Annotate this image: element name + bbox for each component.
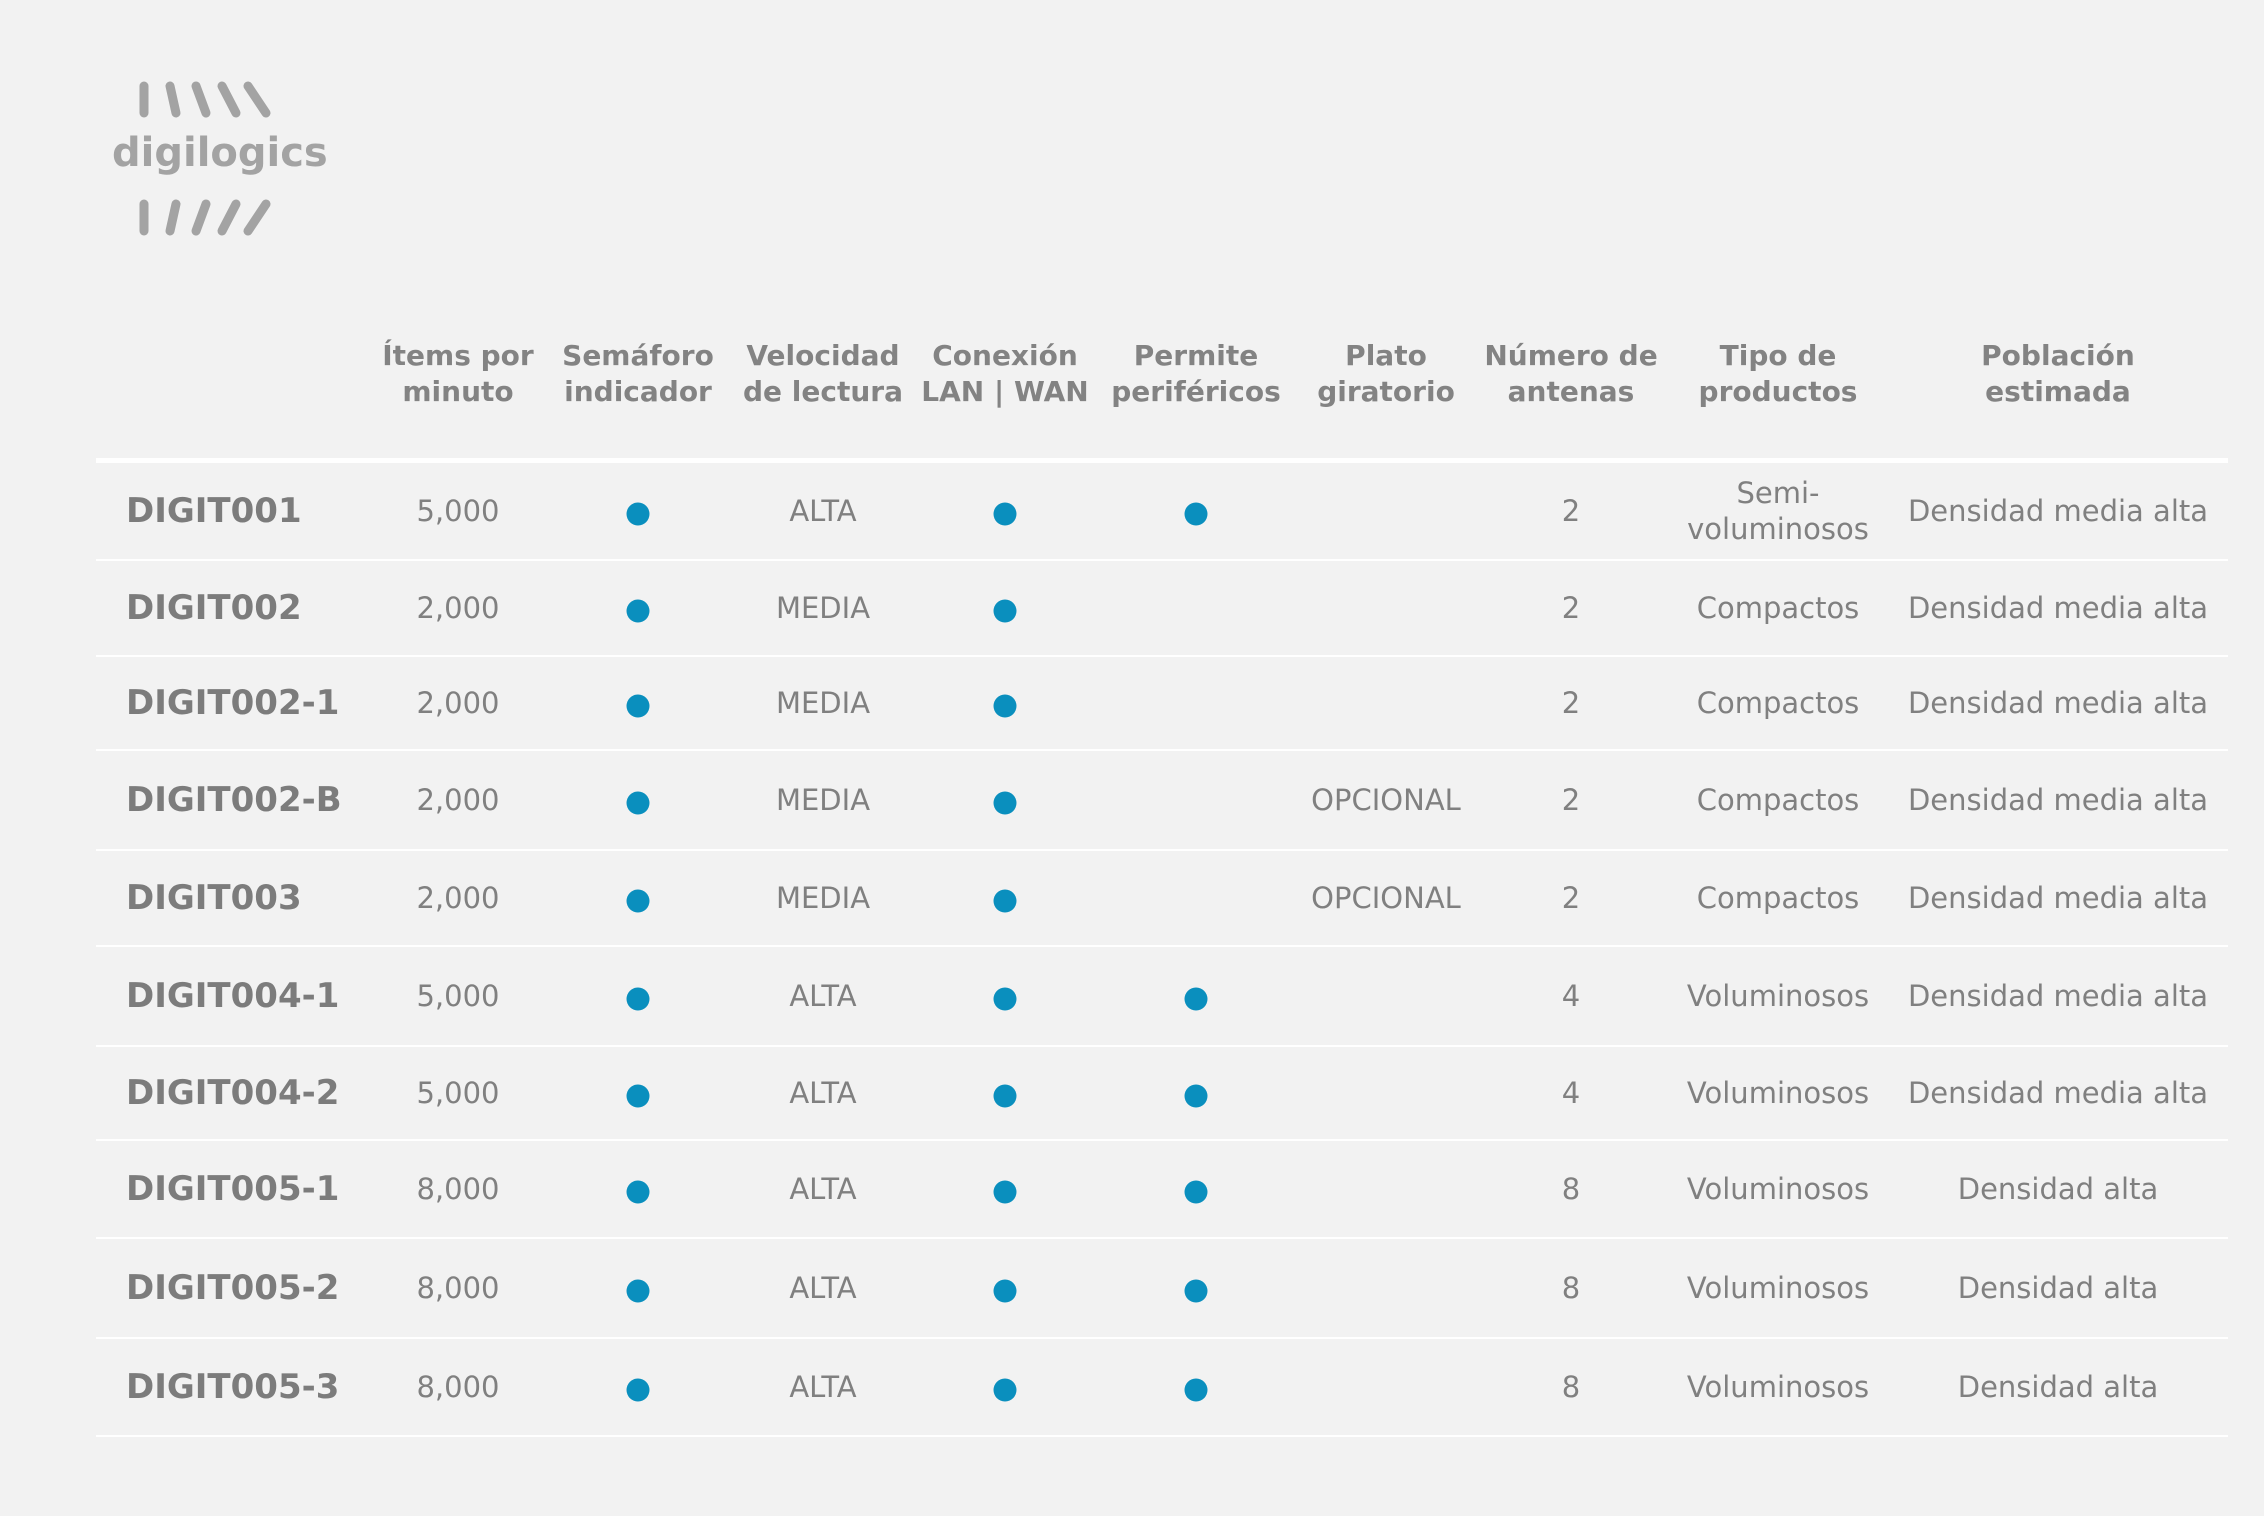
brand-logo: [112, 78, 328, 248]
velocidad-value: ALTA: [789, 1271, 857, 1305]
table-row: [96, 657, 2228, 751]
model-name: DIGIT002-1: [126, 683, 340, 723]
semaforo-dot-icon: [627, 1280, 650, 1303]
velocidad-value: MEDIA: [775, 591, 871, 625]
conexion-dot-icon: [994, 988, 1017, 1011]
header-tipo: Tipo de productos: [1698, 339, 1858, 408]
perifericos-dot-icon: [1185, 1379, 1208, 1402]
items-per-minute-value: 5,000: [416, 494, 500, 528]
items-per-minute-value: 2,000: [416, 783, 500, 817]
semaforo-dot-icon: [627, 988, 650, 1011]
conexion-dot-icon: [994, 695, 1017, 718]
perifericos-dot-icon: [1185, 1181, 1208, 1204]
perifericos-dot-icon: [1185, 1280, 1208, 1303]
antenas-value: 2: [1561, 881, 1581, 915]
table-row: [96, 1339, 2228, 1437]
perifericos-dot-icon: [1185, 503, 1208, 526]
poblacion-value: Densidad alta: [1957, 1172, 2159, 1206]
perifericos-dot-icon: [1185, 988, 1208, 1011]
model-name: DIGIT005-1: [126, 1169, 340, 1209]
conexion-dot-icon: [994, 792, 1017, 815]
conexion-dot-icon: [994, 1085, 1017, 1108]
antenas-value: 8: [1561, 1370, 1581, 1404]
conexion-dot-icon: [994, 1181, 1017, 1204]
velocidad-value: MEDIA: [775, 783, 871, 817]
items-per-minute-value: 2,000: [416, 591, 500, 625]
velocidad-value: ALTA: [789, 1076, 857, 1110]
model-name: DIGIT004-2: [126, 1073, 340, 1113]
table-header: [96, 320, 2228, 463]
items-per-minute-value: 8,000: [416, 1172, 500, 1206]
conexion-dot-icon: [994, 1280, 1017, 1303]
conexion-dot-icon: [994, 600, 1017, 623]
poblacion-value: Densidad media alta: [1907, 783, 2209, 817]
poblacion-value: Densidad media alta: [1907, 881, 2209, 915]
table-row: [96, 561, 2228, 657]
tipo-value: Voluminosos: [1686, 1076, 1870, 1110]
model-name: DIGIT003: [126, 878, 302, 918]
tipo-value: Voluminosos: [1686, 1172, 1870, 1206]
tipo-value: Compactos: [1696, 686, 1860, 720]
tipo-value: Compactos: [1696, 881, 1860, 915]
table-row: [96, 463, 2228, 561]
header-perifericos: Permite periféricos: [1111, 339, 1281, 408]
antenas-value: 2: [1561, 783, 1581, 817]
items-per-minute-value: 2,000: [416, 686, 500, 720]
antenas-value: 8: [1561, 1172, 1581, 1206]
poblacion-value: Densidad media alta: [1907, 494, 2209, 528]
header-poblacion: Población estimada: [1981, 339, 2135, 408]
tipo-value: Semi- voluminosos: [1687, 476, 1869, 546]
semaforo-dot-icon: [627, 503, 650, 526]
poblacion-value: Densidad media alta: [1907, 686, 2209, 720]
conexion-dot-icon: [994, 890, 1017, 913]
tipo-value: Compactos: [1696, 783, 1860, 817]
poblacion-value: Densidad media alta: [1907, 591, 2209, 625]
table-row: [96, 1047, 2228, 1141]
header-antenas: Número de antenas: [1484, 339, 1658, 408]
antenas-value: 2: [1561, 686, 1581, 720]
header-velocidad: Velocidad de lectura: [743, 339, 903, 408]
semaforo-dot-icon: [627, 600, 650, 623]
model-name: DIGIT002-B: [126, 780, 342, 820]
conexion-dot-icon: [994, 503, 1017, 526]
tipo-value: Compactos: [1696, 591, 1860, 625]
model-name: DIGIT005-3: [126, 1367, 340, 1407]
semaforo-dot-icon: [627, 890, 650, 913]
model-name: DIGIT002: [126, 588, 302, 628]
semaforo-dot-icon: [627, 792, 650, 815]
model-name: DIGIT005-2: [126, 1268, 340, 1308]
perifericos-dot-icon: [1185, 1085, 1208, 1108]
header-plato: Plato giratorio: [1317, 339, 1455, 408]
items-per-minute-value: 2,000: [416, 881, 500, 915]
items-per-minute-value: 8,000: [416, 1370, 500, 1404]
antenas-value: 8: [1561, 1271, 1581, 1305]
header-conexion: Conexión LAN | WAN: [921, 339, 1089, 408]
antenas-value: 2: [1561, 591, 1581, 625]
table-row: [96, 751, 2228, 851]
semaforo-dot-icon: [627, 1379, 650, 1402]
table-row: [96, 947, 2228, 1047]
antenas-value: 4: [1561, 979, 1581, 1013]
tipo-value: Voluminosos: [1686, 1370, 1870, 1404]
items-per-minute-value: 8,000: [416, 1271, 500, 1305]
table-body: [96, 463, 2228, 1437]
semaforo-dot-icon: [627, 695, 650, 718]
poblacion-value: Densidad media alta: [1907, 1076, 2209, 1110]
antenas-value: 4: [1561, 1076, 1581, 1110]
items-per-minute-value: 5,000: [416, 979, 500, 1013]
table-row: [96, 1239, 2228, 1339]
semaforo-dot-icon: [627, 1181, 650, 1204]
tipo-value: Voluminosos: [1686, 979, 1870, 1013]
velocidad-value: ALTA: [789, 1370, 857, 1404]
antenas-value: 2: [1561, 494, 1581, 528]
header-semaforo: Semáforo indicador: [562, 339, 714, 408]
conexion-dot-icon: [994, 1379, 1017, 1402]
brand-name: digilogics: [112, 130, 328, 176]
poblacion-value: Densidad media alta: [1907, 979, 2209, 1013]
velocidad-value: ALTA: [789, 979, 857, 1013]
semaforo-dot-icon: [627, 1085, 650, 1108]
velocidad-value: ALTA: [789, 494, 857, 528]
table-row: [96, 1141, 2228, 1239]
model-name: DIGIT004-1: [126, 976, 340, 1016]
product-comparison-table: [96, 320, 2228, 1437]
plato-value: OPCIONAL: [1311, 881, 1461, 915]
velocidad-value: MEDIA: [775, 686, 871, 720]
model-name: DIGIT001: [126, 491, 302, 531]
plato-value: OPCIONAL: [1311, 783, 1461, 817]
velocidad-value: MEDIA: [775, 881, 871, 915]
poblacion-value: Densidad alta: [1957, 1370, 2159, 1404]
table-row: [96, 851, 2228, 947]
header-items-per-minute: Ítems por minuto: [382, 339, 534, 408]
velocidad-value: ALTA: [789, 1172, 857, 1206]
tipo-value: Voluminosos: [1686, 1271, 1870, 1305]
items-per-minute-value: 5,000: [416, 1076, 500, 1110]
poblacion-value: Densidad alta: [1957, 1271, 2159, 1305]
